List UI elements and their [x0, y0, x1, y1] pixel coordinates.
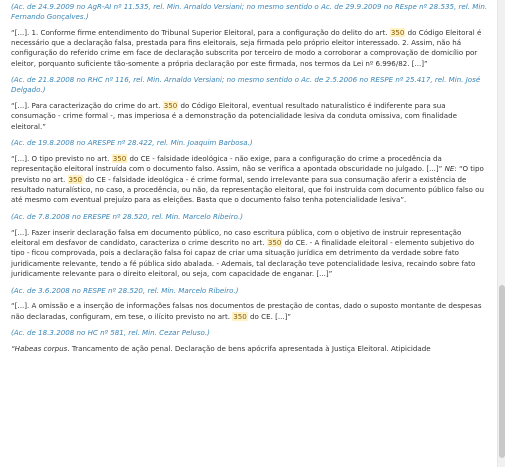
quote-text: “[...]. Para caracterização do crime do art. — [11, 100, 163, 110]
search-highlight: 350 — [233, 311, 247, 321]
quote-text: do CE. [...]” — [247, 311, 292, 321]
quote-text: . Trancamento de ação penal. Declaração de bens apócrifa apresentada à Justiça Eleitoral. Atipicidade — [67, 344, 431, 354]
citation: (Ac. de 21.8.2008 no RHC nº 116, rel. Min. Arnaldo Versiani; no mesmo sentido o Ac. de 2.5.2006 no RESPE nº 25.417, rel. Min. José Delgado.) — [11, 75, 481, 95]
quote-text: : “O tipo previsto no art. — [11, 164, 484, 184]
citation: (Ac. de 3.6.2008 no RESPE nº 28.520, rel. Min. Marcelo Ribeiro.) — [11, 285, 239, 295]
quote-paragraph — [11, 101, 489, 132]
citation: (Ac. de 24.9.2009 no AgR-AI nº 11.535, rel. Min. Arnaldo Versiani; no mesmo sentido o Ac. de 29.9.2009 no REspe nº 28.535, rel. Min. Fernando Gonçalves.) — [11, 2, 488, 21]
scrollbar-thumb[interactable] — [499, 285, 505, 458]
quote-text: “[...]. O tipo previsto no art. — [11, 153, 112, 163]
search-highlight: 350 — [68, 174, 83, 184]
quote-text: do CE - falsidade ideológica - é crime formal, sendo irrelevante para sua consumação aferir a existência de resultado naturalístico, no caso, a procedência, ou não, da representação eleitoral, que foi instruída com documento público falso ou até mesmo com eventual prejuízo para as eleições. Basta que o documento falso tenha potencialidade lesiva”. — [11, 174, 484, 205]
search-highlight: 350 — [267, 238, 282, 248]
vertical-scrollbar[interactable] — [497, 0, 505, 467]
quote-text: “[...]. A omissão e a inserção de informações falsas nos documentos de prestação de contas, dado o suposto montante de despesas não declaradas, configuram, em tese, o ilícito previsto no art. — [11, 301, 482, 321]
quote-text: do CE. - A finalidade eleitoral - elemento subjetivo do tipo - ficou comprovada, pois a declaração falsa foi capaz de criar uma situação jurídica em detrimento da verdade sobre fato juridicamente relevante, tendo a fé pública sido abalada. - Ademais, tal declaração teve potencialidade lesiva, recaindo sobre fato juridicamente relevante para o direito eleitoral, ou seja, com capacidade de enganar. [...]” — [11, 238, 476, 279]
quote-text: do Código Eleitoral é necessário que a declaração falsa, prestada para fins eleitorais, seja firmada pelo próprio eleitor interessado. 2. Assim, não há configuração do referido crime em face de declaração subscrita por terceiro de modo a corroborar a comprovação de domicílio por eleitor, porquanto suficiente tão-somente a própria declaração por este firmada, nos termos da Lei nº 6.996/82. [...]” — [11, 27, 482, 68]
quote-text: “[...]. Fazer inserir declaração falsa em documento público, no caso escritura pública, com o objetivo de instruir representação eleitoral em desfavor de candidato, caracteriza o crime descrito no art. — [11, 227, 462, 248]
citation: (Ac. de 18.3.2008 no HC nº 581, rel. Min. Cezar Peluso.) — [11, 328, 210, 338]
search-highlight: 350 — [163, 100, 178, 110]
citation: (Ac. de 19.8.2008 no ARESPE nº 28.422, rel. Min. Joaquim Barbosa.) — [11, 138, 253, 148]
editor-note-label: NE — [444, 164, 455, 174]
citation: (Ac. de 7.8.2008 no ERESPE nº 28.520, rel. Min. Marcelo Ribeiro.) — [11, 211, 244, 221]
quote-text: do CE - falsidade ideológica - não exige, para a configuração do crime a procedência da representação eleitoral instruída com o documento falso. Assim, não se verifica a apontada obscuridade no julgado. [...]” — [11, 153, 445, 174]
quote-paragraph — [11, 228, 489, 280]
search-highlight: 350 — [390, 27, 405, 37]
quote-paragraph — [11, 344, 489, 354]
quote-paragraph — [11, 28, 489, 70]
quote-emphasis: “Habeas corpus — [11, 344, 68, 354]
quote-text: do Código Eleitoral, eventual resultado naturalístico é indiferente para sua consumação - crime formal -, mas imperiosa é a demonstração da potencialidade lesiva da conduta omissiva, com finalidade eleitoral.” — [11, 100, 457, 131]
quote-paragraph — [11, 154, 489, 206]
quote-paragraph — [11, 301, 489, 322]
search-highlight: 350 — [112, 153, 127, 163]
quote-text: “[...]. 1. Conforme firme entendimento do Tribunal Superior Eleitoral, para a configuração do delito do art. — [11, 27, 390, 37]
